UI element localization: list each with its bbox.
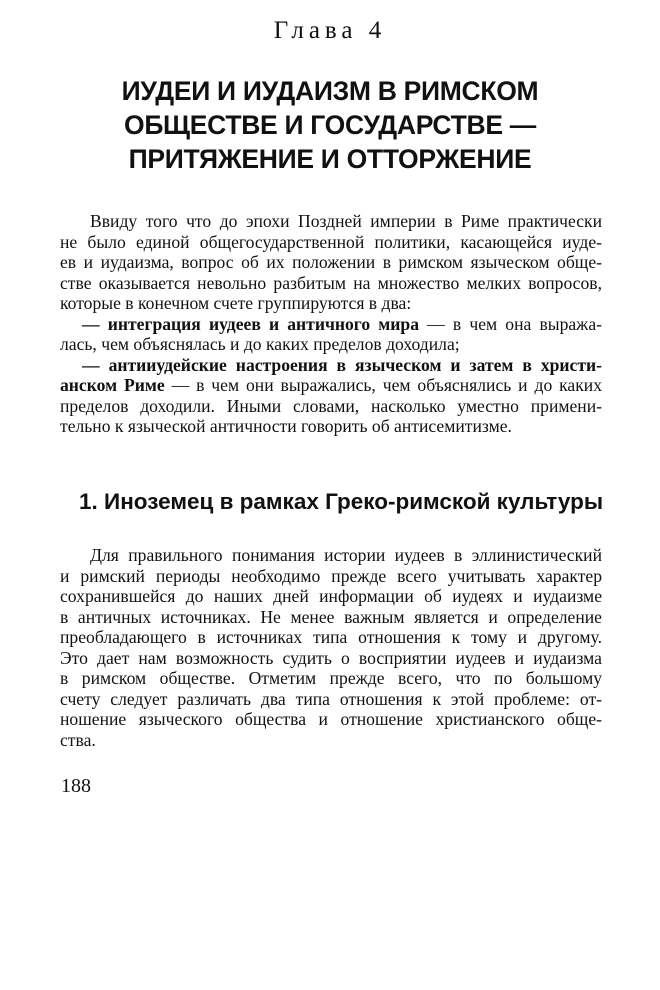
section-line: в античных источниках. Не менее важным является и определение [60, 606, 602, 627]
section-line: и римский периоды необходимо прежде всего учитывать характер [60, 565, 602, 586]
list-item-2-rest: — в чем они выражались, чем объяснялись и до каких [164, 375, 603, 395]
page-number: 188 [61, 775, 91, 797]
section-line: счету следует различать два типа отношения к этой проблеме: от- [60, 688, 602, 709]
intro-line: которые в конечном счете группируются в два: [60, 293, 412, 313]
section-line: Для правильного понимания истории иудеев в эллинистический [90, 545, 602, 565]
section-paragraph [60, 545, 602, 750]
intro-line: тельно к языческой античности говорить об антисемитизме. [60, 416, 512, 436]
intro-line: ев и иудаизма, вопрос об их положении в римском языческом обще- [60, 252, 602, 272]
section-line: Это дает нам возможность судить о восприятии иудеев и иудаизма [60, 647, 602, 668]
intro-line: не было единой общегосударственной политики, касающейся иуде- [60, 231, 602, 252]
intro-paragraph [60, 211, 602, 437]
chapter-title-line: ИУДЕИ И ИУДАИЗМ В РИМСКОМ [121, 76, 539, 106]
section-line: ношение языческого общества и отношение христианского обще- [60, 709, 602, 729]
intro-line-list-item-1 [60, 314, 602, 335]
list-item-1-rest: — в чем она выража- [419, 313, 603, 334]
intro-line: стве оказывается невольно разбитым на множество мелких вопросов, [60, 272, 602, 293]
intro-line-list-item-2: — антииудейские настроения в языческом и затем в христи- [82, 354, 602, 375]
chapter-label: Глава 4 [273, 17, 387, 44]
chapter-title-line: ОБЩЕСТВЕ И ГОСУДАРСТВЕ — [124, 110, 536, 140]
section-heading: 1. Иноземец в рамках Греко-римской культуры [79, 489, 604, 514]
list-item-2-bold-end: анском Риме [60, 375, 165, 395]
section-line: ства. [60, 729, 96, 750]
chapter-title [60, 74, 600, 176]
intro-line: пределов доходили. Иными словами, насколько уместно примени- [60, 395, 602, 416]
list-item-1-bold: — интеграция иудеев и античного мира [82, 313, 420, 334]
section-line: сохранившейся до наших дней информации об иудеях и иудаизме [60, 586, 602, 606]
intro-line [60, 375, 602, 396]
intro-line: Ввиду того что до эпохи Поздней империи в Риме практически [90, 211, 602, 231]
section-line: преобладающего в источниках типа отношения к тому и другому. [60, 627, 602, 647]
chapter-title-line: ПРИТЯЖЕНИЕ И ОТТОРЖЕНИЕ [128, 144, 532, 174]
intro-line: лась, чем объяснялась и до каких пределов доходила; [60, 334, 460, 354]
section-line: в римском обществе. Отметим прежде всего, что по большому [60, 668, 602, 688]
